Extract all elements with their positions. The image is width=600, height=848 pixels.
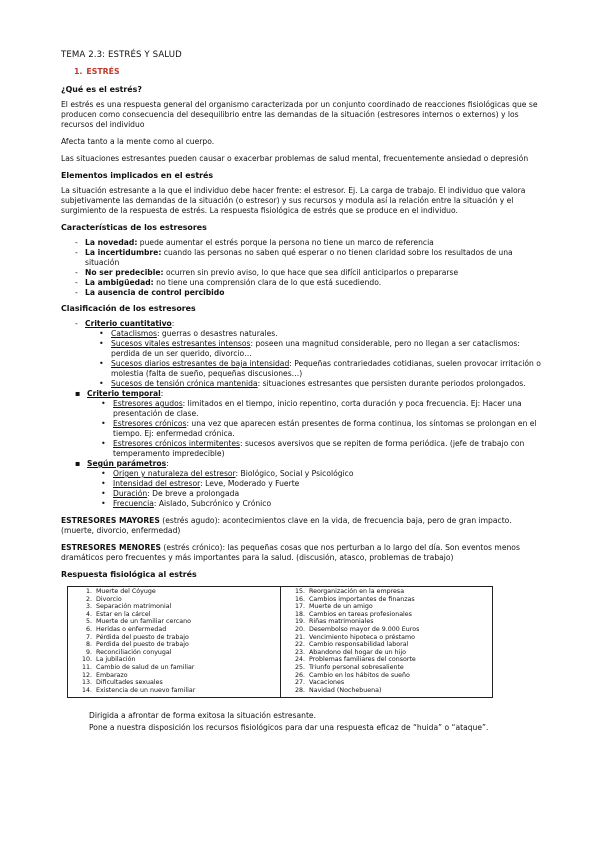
event-text: Heridas o enfermedad [96,625,167,633]
table-row [285,641,488,649]
section-heading [74,67,545,77]
table-column-right [280,587,492,697]
event-number: 28. [294,686,305,694]
table-row [285,596,488,604]
list-item [101,419,545,439]
table-row [72,656,276,664]
item-text: : una vez que aparecen están presentes de forma continua, los síntomas se prolongan en el tiempo. Ej: enfermedad crónica. [113,419,537,438]
item-term: Frecuencia [113,499,154,508]
list-item [101,439,545,459]
classification-heading: Clasificación de los estresores [61,304,196,313]
event-number: 12. [81,671,92,679]
event-text: Vencimiento hipoteca o préstamo [309,633,415,641]
item-term: La incertidumbre: [85,248,162,257]
table-row [72,618,276,626]
event-text: Cambio responsabilidad laboral [309,641,409,649]
page-title: TEMA 2.3: ESTRÉS Y SALUD [61,50,182,60]
event-number: 20. [294,625,305,633]
event-text: Separación matrimonial [96,603,172,611]
classification-list [61,319,545,389]
item-text: : Pequeñas contrariedades cotidianas, suelen provocar irritación o molestia (falta de sueño, pequeñas discusiones…) [111,359,541,378]
list-item [75,248,545,268]
item-term: Sucesos diarios estresantes de baja intensidad [111,359,290,368]
table-row [285,656,488,664]
event-number: 3. [85,603,92,611]
event-number: 17. [294,603,305,611]
item-term: No ser predecible: [85,268,164,277]
list-item [75,288,545,298]
text: (estrés agudo): acontecimientos clave en la vida, de frecuencia baja, pero de gran impacto. (muerte, divorcio, enfermedad) [61,516,512,535]
table-row [72,687,276,695]
list-item [75,268,545,278]
event-text: Muerte del Cóyuge [96,588,156,595]
list-item [75,389,545,459]
item-text: : De breve a prolongada [147,489,240,498]
event-text: Cambios en tareas profesionales [309,610,412,618]
event-number: 26. [294,671,305,679]
event-number: 16. [294,595,305,603]
item-text: : guerras o desastres naturales. [156,329,278,338]
item-term: Sucesos de tensión crónica mantenida [111,379,258,388]
characteristics-heading: Características de los estresores [61,223,207,232]
event-number: 13. [81,679,92,687]
list-item [99,379,545,389]
paragraph-mind-body: Afecta tanto a la mente como al cuerpo. [61,137,215,146]
table-row [72,626,276,634]
event-text: Muerte de un familiar cercano [96,618,191,626]
list-item [101,399,545,419]
event-text: Triunfo personal sobresaliente [309,663,404,671]
event-text: Cambio en los hábitos de sueño [309,671,410,679]
event-number: 23. [294,648,305,656]
event-number: 1. [85,588,92,595]
item-text: : sucesos aversivos que se repiten de forma periódica. (jefe de trabajo con temperamento impredecible) [113,439,525,458]
list-item [75,238,545,248]
table-row [72,641,276,649]
colon: : [160,389,164,398]
event-number: 7. [85,633,92,641]
sublist [87,399,545,459]
final-note-1: Dirigida a afrontar de forma exitosa la situación estresante. [89,711,317,721]
event-number: 18. [294,610,305,618]
table-row [72,679,276,687]
event-number: 2. [85,595,92,603]
colon: : [166,459,169,468]
event-number: 24. [294,656,305,664]
item-term: Estresores agudos [113,399,183,408]
event-number: 6. [85,625,92,633]
life-events-table [67,586,493,698]
sublist [87,469,545,509]
section-label: ESTRÉS [86,67,120,76]
table-row [72,672,276,680]
table-row [285,664,488,672]
list-item [75,319,545,389]
text: (estrés crónico): las pequeñas cosas que nos perturban a lo largo del día. Son eventos menos dramáticos pero frecuentes y más importantes para la salud. (discusión, atasco, problemas de trabajo) [61,543,520,562]
event-text: Reorganización en la empresa [309,588,405,595]
table-row [285,588,488,596]
event-number: 9. [85,648,92,656]
item-text: : poseen una magnitud considerable, pero no llegan a ser cataclismos: perdida de un ser querido, divorcio… [111,339,520,358]
criterion-label: Criterio temporal [87,389,161,398]
final-notes [89,711,545,733]
event-number: 14. [81,686,92,694]
list-item [99,329,545,339]
event-text: Embarazo [96,671,128,679]
item-text: cuando las personas no saben qué esperar o no tienen claridad sobre los resultados de una situación [85,248,513,267]
elements-heading: Elementos implicados en el estrés [61,171,214,180]
event-number: 11. [81,663,92,671]
classification-list-2 [61,389,545,509]
event-text: La jubilación [96,656,136,664]
item-term: Estresores crónicos intermitentes [113,439,240,448]
paragraph-mental-health: Las situaciones estresantes pueden causar o exacerbar problemas de salud mental, frecuentemente ansiedad o depresión [61,154,529,163]
physiological-response-heading: Respuesta fisiológica al estrés [61,570,197,579]
table-row [285,634,488,642]
list-item [101,469,545,479]
table-row [285,687,488,695]
event-text: Cambios importantes de finanzas [309,595,415,603]
list-item [101,479,545,489]
event-number: 25. [294,663,305,671]
paragraph-major-stressors [61,516,545,536]
event-text: Problemas familiares del consorte [309,656,416,664]
item-term: Duración [113,489,148,498]
event-text: Reconciliación conyugal [96,648,172,656]
term: ESTRESORES MAYORES [61,516,160,525]
item-term: La novedad: [85,238,138,247]
event-text: Divorcio [96,595,122,603]
event-text: Dificultades sexuales [96,679,163,687]
event-number: 21. [294,633,305,641]
criterion-label: Criterio cuantitativo [85,319,172,328]
event-number: 27. [294,679,305,687]
paragraph-definition: El estrés es una respuesta general del organismo caracterizada por un conjunto coordinado de reacciones fisiológicas que se producen como consecuencia del desequilibrio entre las demandas de la situación (estresores internos o externos) y los recursos del individuo [61,100,538,129]
paragraph-minor-stressors [61,543,545,563]
event-number: 5. [85,618,92,626]
table-row [285,611,488,619]
table-column-left [68,587,280,697]
event-text: Abandono del hogar de un hijo [309,648,406,656]
item-term: Estresores crónicos [113,419,187,428]
event-text: Perdida del puesto de trabajo [96,641,189,649]
event-text: Cambio de salud de un familiar [96,663,195,671]
item-text: ocurren sin previo aviso, lo que hace que sea difícil anticiparlos o prepararse [163,268,459,277]
characteristics-list [61,238,545,298]
event-text: Navidad (Nochebuena) [309,686,382,694]
table-row [285,618,488,626]
table-row [72,611,276,619]
table-row [72,634,276,642]
item-term: La ausencia de control percibido [85,288,225,297]
list-item [99,359,545,379]
criterion-label: Según parámetros [87,459,167,468]
item-term: Sucesos vitales estresantes intensos [111,339,251,348]
item-term: Cataclismos [111,329,157,338]
final-note-2: Pone a nuestra disposición los recursos fisiológicos para dar una respuesta eficaz de “huida” o “ataque”. [89,723,489,733]
event-text: Muerte de un amigo [309,603,373,611]
list-item [75,459,545,509]
table-row [72,603,276,611]
event-text: Desembolso mayor de 9.000 Euros [309,625,420,633]
event-text: Existencia de un nuevo familiar [96,686,196,694]
event-text: Riñas matrimoniales [309,618,374,626]
event-number: 22. [294,641,305,649]
event-number: 4. [85,610,92,618]
question-heading: ¿Qué es el estrés? [61,85,142,94]
list-item [99,339,545,359]
list-item [101,489,545,499]
event-number: 8. [85,641,92,649]
event-text: Vacaciones [309,679,345,687]
item-text: : Biológico, Social y Psicológico [235,469,354,478]
event-text: Estar en la cárcel [96,610,151,618]
item-text: puede aumentar el estrés porque la persona no tiene un marco de referencia [137,238,434,247]
item-term: Intensidad del estresor [113,479,201,488]
event-number: 15. [294,588,305,595]
item-text: : limitados en el tiempo, inicio repentino, corta duración y poca frecuencia. Ej: Hacer una presentación de clase. [113,399,522,418]
event-number: 19. [294,618,305,626]
item-text: : Leve, Moderado y Fuerte [200,479,300,488]
sublist [85,329,545,389]
item-term: La ambigüedad: [85,278,154,287]
list-item [75,278,545,288]
item-text: : Aislado, Subcrónico y Crónico [153,499,272,508]
list-item [101,499,545,509]
table-row [72,664,276,672]
item-text: : situaciones estresantes que persisten durante periodos prolongados. [257,379,526,388]
item-term: Origen y naturaleza del estresor [113,469,236,478]
colon: : [171,319,175,328]
table-row [285,672,488,680]
document-page [61,50,545,735]
table-row [72,588,276,596]
section-number: 1. [74,67,83,76]
table-row [285,626,488,634]
event-text: Pérdida del puesto de trabajo [96,633,189,641]
table-row [285,679,488,687]
table-row [285,649,488,657]
paragraph-elements: La situación estresante a la que el individuo debe hacer frente: el estresor. Ej. La carga de trabajo. El individuo que valora subjetivamente las demandas de la situación (o estresor) y sus recursos y modula así la relación entre la situación y el surgimiento de la respuesta de estrés. La respuesta fisiológica de estrés que se produce en el individuo. [61,186,526,215]
event-number: 10. [81,656,92,664]
term: ESTRESORES MENORES [61,543,162,552]
item-text: no tiene una comprensión clara de lo que está sucediendo. [153,278,382,287]
table-row [285,603,488,611]
